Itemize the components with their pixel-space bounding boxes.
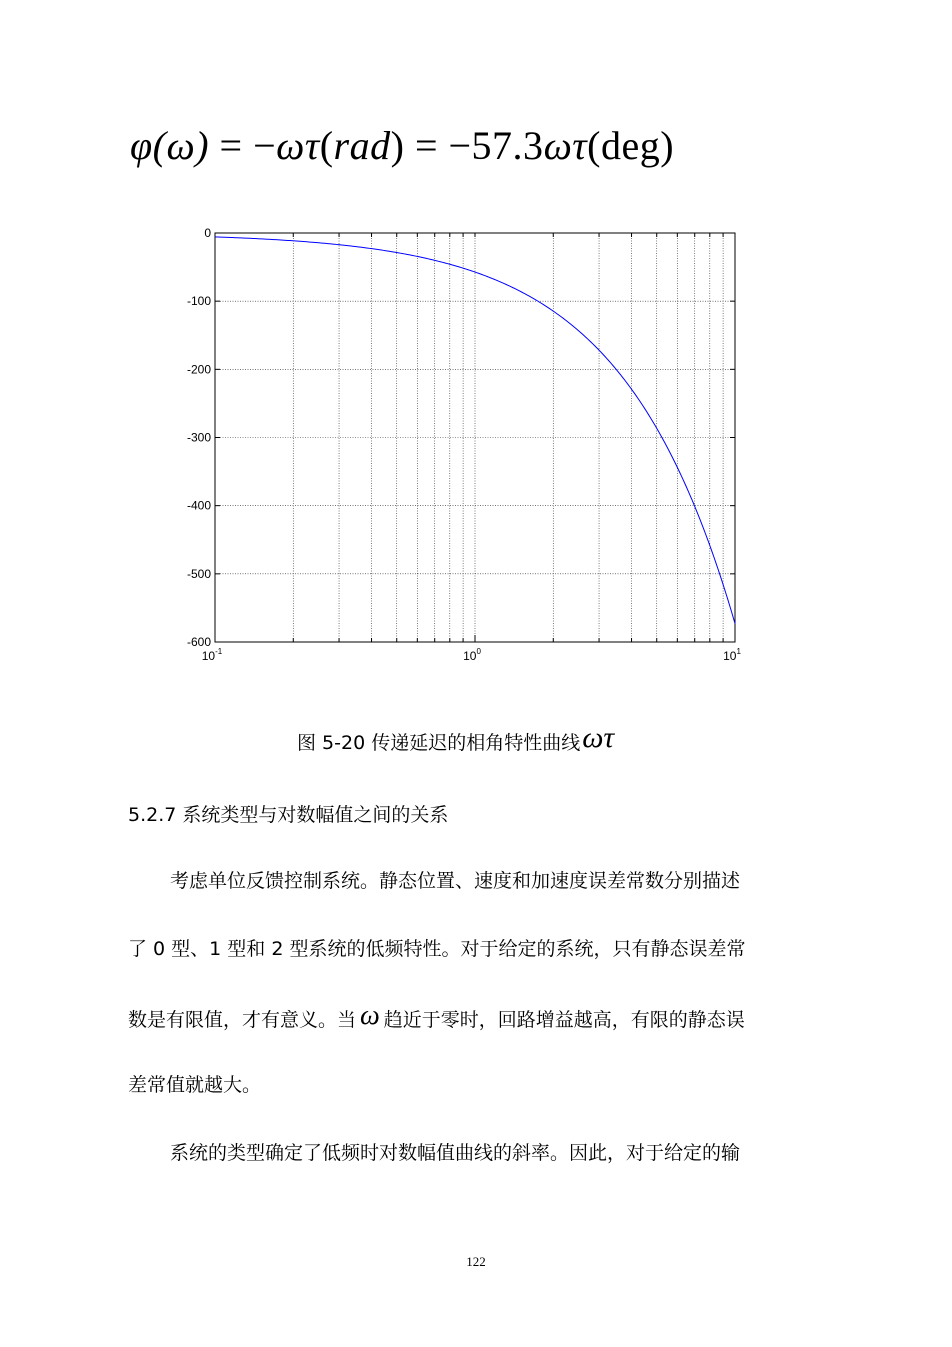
caption-symbol: ωτ	[582, 721, 615, 754]
y-tick-label: -200	[186, 362, 211, 377]
formula-deg: (deg)	[587, 123, 675, 168]
omega-symbol: ω	[360, 1000, 380, 1031]
formula-paren-close: )	[390, 123, 405, 168]
paragraph-line: 差常值就越大。	[128, 1074, 262, 1096]
formula-eq2: = −57.3	[404, 123, 544, 168]
y-tick-label: -500	[186, 566, 211, 581]
labels-layer	[187, 226, 741, 663]
y-tick-label: 0	[204, 226, 211, 240]
formula-omega-tau-2: ωτ	[543, 123, 588, 168]
formula-paren-open: (	[319, 123, 334, 168]
paragraph-line: 了 0 型、1 型和 2 型系统的低频特性。对于给定的系统，只有静态误差常	[128, 938, 746, 960]
paragraph-segment: 数是有限值，才有意义。当	[128, 1009, 357, 1031]
x-tick-label: $10^0$	[463, 647, 481, 663]
y-tick-label: -600	[186, 635, 211, 649]
formula-rad: rad	[333, 123, 391, 168]
y-tick-label: -100	[186, 294, 211, 309]
caption-text: 图 5-20 传递延迟的相角特性曲线	[297, 732, 581, 754]
formula-lhs: φ(ω)	[130, 123, 210, 168]
phase-chart	[180, 215, 760, 680]
x-tick-label: $10^{-1}$	[201, 647, 223, 663]
formula-omega-tau: ωτ	[276, 123, 320, 168]
paragraph-line: 系统的类型确定了低频时对数幅值曲线的斜率。因此，对于给定的输	[170, 1142, 741, 1164]
grid-layer	[215, 233, 735, 642]
y-tick-label: -400	[186, 498, 211, 513]
paragraph-segment: 趋近于零时，回路增益越高，有限的静态误	[383, 1009, 745, 1031]
phase-formula	[130, 122, 674, 169]
formula-eq1: = −	[209, 123, 277, 168]
x-tick-label: $10^1$	[723, 647, 741, 663]
section-heading: 5.2.7 系统类型与对数幅值之间的关系	[128, 804, 449, 826]
paragraph-line: 考虑单位反馈控制系统。静态位置、速度和加速度误差常数分别描述	[170, 870, 741, 892]
y-tick-label: -300	[186, 430, 211, 445]
page-number: 122	[466, 1254, 486, 1269]
figure-caption	[297, 723, 614, 757]
paragraph-line	[128, 1002, 858, 1034]
